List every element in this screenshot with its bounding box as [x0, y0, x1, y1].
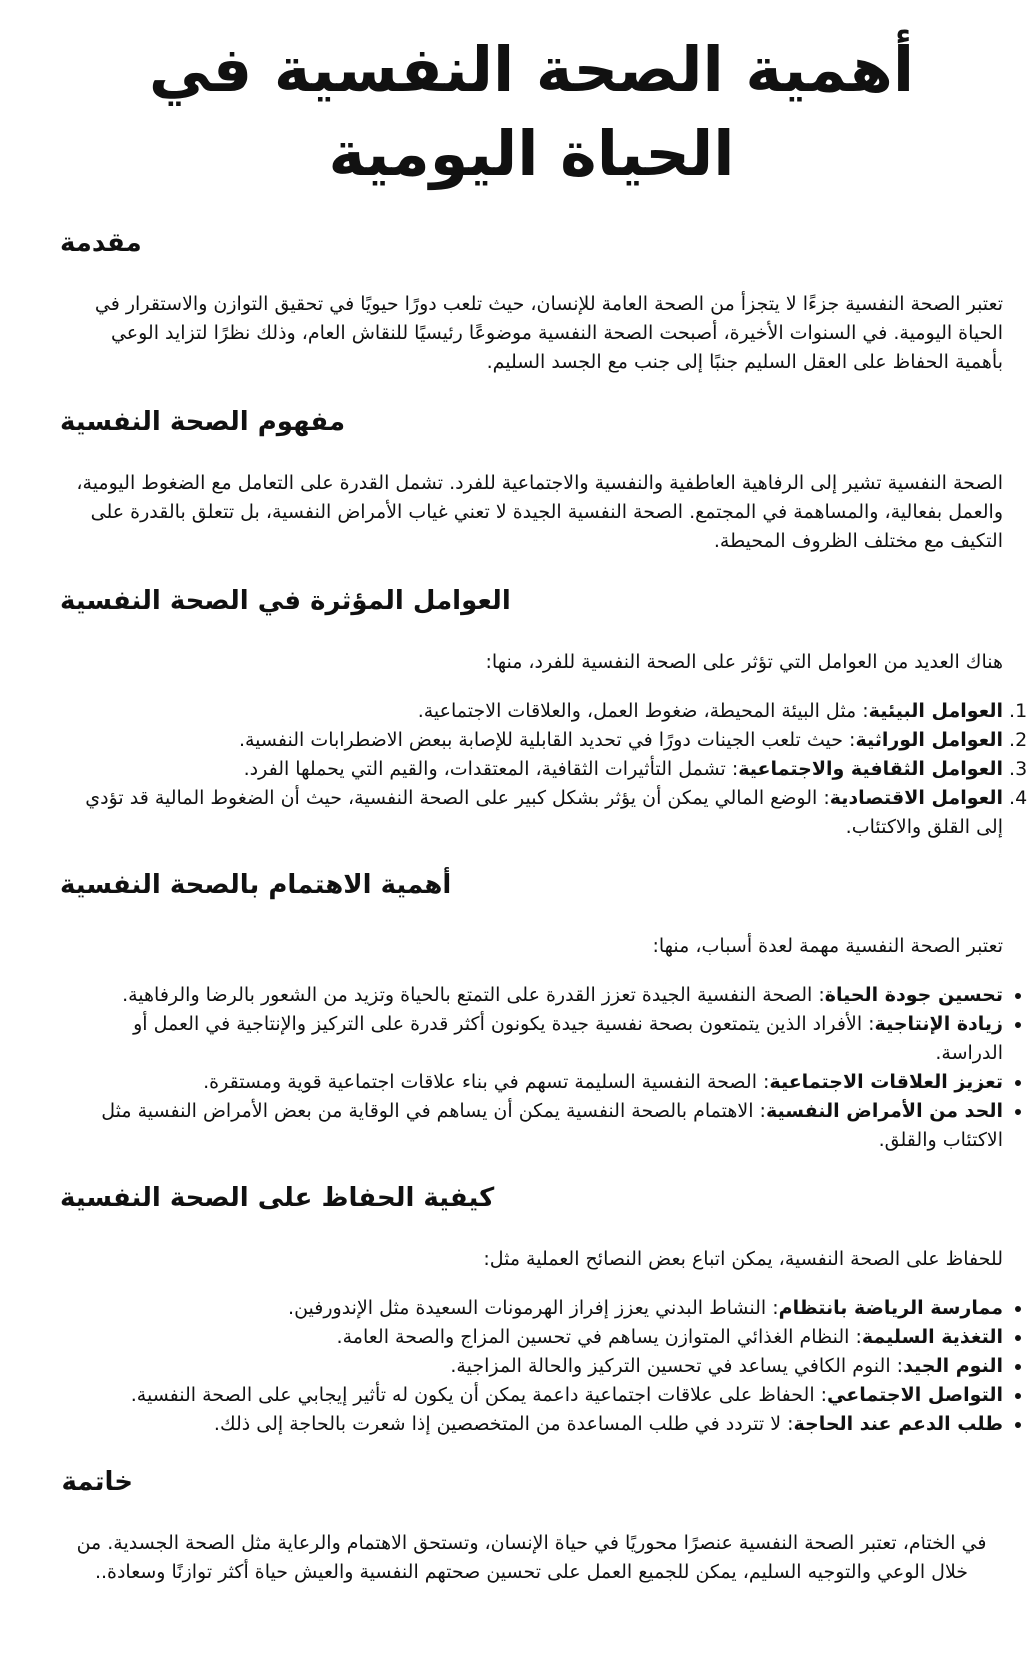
list-item — [60, 784, 1003, 842]
list-item — [60, 697, 1003, 726]
importance-intro: تعتبر الصحة النفسية مهمة لعدة أسباب، منها: — [652, 935, 1003, 957]
factors-intro: هناك العديد من العوامل التي تؤثر على الصحة النفسية للفرد، منها: — [485, 651, 1003, 673]
section-heading-conclusion: خاتمة — [61, 1467, 133, 1497]
list-item-text: : النظام الغذائي المتوازن يساهم في تحسين المزاج والصحة العامة. — [336, 1326, 862, 1348]
intro-paragraph: تعتبر الصحة النفسية جزءًا لا يتجزأ من الصحة العامة للإنسان، حيث تلعب دورًا حيويًا في تحقيق التوازن والاستقرار في الحياة اليومية. في السنوات الأخيرة، أصبحت الصحة النفسية موضوعًا رئيسيًا للنقاش العام، وذلك نظرًا لتزايد الوعي بأهمية الحفاظ على العقل السليم جنبًا إلى جنب مع الجسد السليم. — [94, 293, 1003, 373]
conclusion-paragraph: في الختام، تعتبر الصحة النفسية عنصرًا محوريًا في حياة الإنسان، وتستحق الاهتمام والرعاية مثل الصحة الجسدية. من خلال الوعي والتوجيه السليم، يمكن للجميع العمل على تحسين صحتهم النفسية والعيش حياة أكثر توازنًا وسعادة.. — [76, 1532, 987, 1583]
list-item-term: التغذية السليمة — [861, 1326, 1003, 1348]
list-item — [60, 1068, 1003, 1097]
list-item-text: : مثل البيئة المحيطة، ضغوط العمل، والعلاقات الاجتماعية. — [417, 700, 869, 722]
list-item-term: ممارسة الرياضة بانتظام — [778, 1297, 1003, 1319]
list-item-term: الحد من الأمراض النفسية — [765, 1100, 1003, 1122]
list-item-text: : لا تتردد في طلب المساعدة من المتخصصين إذا شعرت بالحاجة إلى ذلك. — [213, 1413, 794, 1435]
page-title: أهمية الصحة النفسية في الحياة اليومية — [148, 33, 915, 190]
list-item-term: النوم الجيد — [903, 1355, 1003, 1377]
list-item-term: طلب الدعم عند الحاجة — [793, 1413, 1003, 1435]
list-item-text: : الحفاظ على علاقات اجتماعية داعمة يمكن أن يكون له تأثير إيجابي على الصحة النفسية. — [130, 1384, 828, 1406]
section-heading-maintain: كيفية الحفاظ على الصحة النفسية — [60, 1183, 495, 1213]
list-item — [60, 1323, 1003, 1352]
list-item — [60, 981, 1003, 1010]
list-item-text: : الأفراد الذين يتمتعون بصحة نفسية جيدة يكونون أكثر قدرة على التركيز والإنتاجية في العمل أو الدراسة. — [133, 1013, 1003, 1064]
list-item — [60, 755, 1003, 784]
maintain-list — [60, 1294, 1003, 1439]
list-item-text: : الوضع المالي يمكن أن يؤثر بشكل كبير على الصحة النفسية، حيث أن الضغوط المالية قد تؤدي إلى القلق والاكتئاب. — [85, 787, 1003, 838]
concept-paragraph: الصحة النفسية تشير إلى الرفاهية العاطفية والنفسية والاجتماعية للفرد. تشمل القدرة على التعامل مع الضغوط اليومية، والعمل بفعالية، والمساهمة في المجتمع. الصحة النفسية الجيدة لا تعني غياب الأمراض النفسية، بل تتعلق بالقدرة على التكيف مع مختلف الظروف المحيطة. — [76, 472, 1003, 552]
list-item-term: التواصل الاجتماعي — [827, 1384, 1003, 1406]
list-item — [60, 726, 1003, 755]
list-item-text: : الصحة النفسية السليمة تسهم في بناء علاقات اجتماعية قوية ومستقرة. — [203, 1071, 770, 1093]
list-item — [60, 1097, 1003, 1155]
list-item-term: العوامل الثقافية والاجتماعية — [738, 758, 1003, 780]
list-item — [60, 1010, 1003, 1068]
list-item-text: : النشاط البدني يعزز إفراز الهرمونات السعيدة مثل الإندورفين. — [288, 1297, 779, 1319]
list-item-term: العوامل الاقتصادية — [829, 787, 1003, 809]
section-heading-factors: العوامل المؤثرة في الصحة النفسية — [60, 586, 511, 616]
list-item-term: زيادة الإنتاجية — [874, 1013, 1003, 1035]
section-heading-importance: أهمية الاهتمام بالصحة النفسية — [60, 870, 452, 900]
list-item — [60, 1294, 1003, 1323]
list-item-text: : الاهتمام بالصحة النفسية يمكن أن يساهم في الوقاية من بعض الأمراض النفسية مثل الاكتئاب والقلق. — [101, 1100, 1003, 1151]
section-heading-intro: مقدمة — [60, 228, 142, 258]
importance-list — [60, 981, 1003, 1155]
list-item-text: : الصحة النفسية الجيدة تعزز القدرة على التمتع بالحياة وتزيد من الشعور بالرضا والرفاهية. — [122, 984, 825, 1006]
list-item-text: : حيث تلعب الجينات دورًا في تحديد القابلية للإصابة ببعض الاضطرابات النفسية. — [238, 729, 856, 751]
list-item-text: : النوم الكافي يساعد في تحسين التركيز والحالة المزاجية. — [450, 1355, 904, 1377]
list-item — [60, 1352, 1003, 1381]
section-heading-concept: مفهوم الصحة النفسية — [60, 407, 346, 437]
list-item-term: العوامل البيئية — [868, 700, 1003, 722]
maintain-intro: للحفاظ على الصحة النفسية، يمكن اتباع بعض النصائح العملية مثل: — [483, 1248, 1003, 1270]
list-item-term: تحسين جودة الحياة — [824, 984, 1003, 1006]
list-item — [60, 1381, 1003, 1410]
list-item — [60, 1410, 1003, 1439]
list-item-term: تعزيز العلاقات الاجتماعية — [769, 1071, 1003, 1093]
factors-list — [60, 697, 1003, 842]
list-item-text: : تشمل التأثيرات الثقافية، المعتقدات، والقيم التي يحملها الفرد. — [243, 758, 739, 780]
list-item-term: العوامل الوراثية — [855, 729, 1003, 751]
